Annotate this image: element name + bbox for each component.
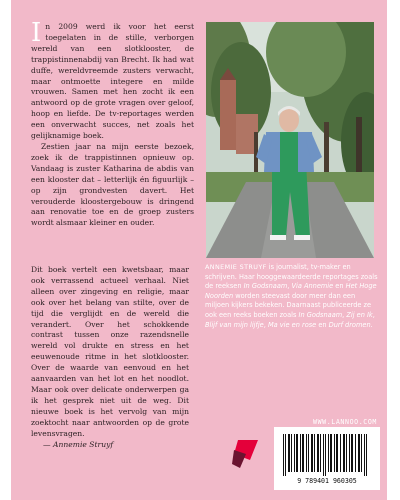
- bio-text: is journalist, tv-maker en schrijven. Haar hooggewaardeerde reportages zoals de reeksen: [205, 263, 378, 291]
- bio-title: Het Hoge Noorden: [205, 282, 377, 300]
- author-bio: [205, 263, 381, 330]
- vrt-logo-icon: [232, 440, 258, 468]
- bio-text: ,: [342, 310, 347, 319]
- bio-text: en: [316, 320, 329, 329]
- intro-text: [31, 18, 194, 229]
- bio-title: In Godsnaam: [243, 282, 288, 291]
- bio-title: Zij en Ik: [346, 310, 373, 319]
- bio-title: Durf dromen: [328, 320, 371, 329]
- bio-text: ,: [372, 310, 375, 319]
- bio-title: In Godsnaam: [298, 310, 343, 319]
- intro-paragraph-2: Zestien jaar na mijn eerste bezoek, zoek ik de trappistinnen opnieuw op. Vandaag is zuster Katharina de abdis van een klooster dat – letterlijk én figuurlijk – op zijn grondvesten davert. Het verouderde kloostergebouw is dringend aan renovatie toe en de groep zusters wordt alsmaar kleiner en ouder.: [31, 141, 194, 228]
- bio-title: Ma vie en rose: [267, 320, 317, 329]
- drop-cap: I: [31, 18, 42, 48]
- author-photo: [206, 22, 374, 258]
- publisher-url: WWW.LANNOO.COM: [313, 418, 377, 426]
- book-back-cover: [11, 0, 387, 500]
- bio-text: .: [370, 320, 373, 329]
- vrt-logo: [232, 440, 258, 472]
- bio-text: worden steevast door meer dan een miljoen kijkers bekeken. Daarnaast publiceerde ze ook een reeks boeken zoals: [205, 291, 372, 319]
- bio-text: en: [333, 282, 346, 291]
- isbn-number: 9 789401 960305: [297, 477, 357, 485]
- main-body-text: Dit boek vertelt een kwetsbaar, maar ook verrassend actueel verhaal. Niet alleen over zingeving en religie, maar ook over het belang van stilte, over de tijd die verglijdt en de wereld die verandert. Over het schokkende contrast tussen onze razendsnelle wereld vol drukte en stress en het eeuwenoude ritme in het slotklooster. Over de waarde van eenvoud en het aanvaarden van het lot en het noodlot. Maar ook over delicate onderwerpen ga ik het gesprek niet uit de weg. Dit nieuwe boek is het vervolg van mijn zoektocht naar antwoorden op de grote levensvragen.: [31, 265, 189, 438]
- bio-title: Blijf van mijn lijfje: [205, 320, 264, 329]
- bio-text: ,: [263, 320, 268, 329]
- isbn-barcode: [274, 427, 380, 490]
- bio-title: Via Annemie: [291, 282, 334, 291]
- author-name: ANNEMIE STRUYF: [205, 263, 267, 271]
- author-photo-illustration: [206, 22, 374, 258]
- author-signature: — Annemie Struyf: [43, 440, 114, 449]
- bio-text: ,: [287, 282, 292, 291]
- intro-paragraph-1: [31, 18, 194, 142]
- intro-paragraph-1-text: n 2009 werd ik voor het eerst toegelaten in de stille, verborgen wereld van een slotklooster, de trappistinnenabdij van Brecht. Ik had wat duffe, wereldvreemde zusters verwacht, maar ontmoette integere en milde vrouwen. Samen met hen zocht ik een antwoord op de grote vragen over geloof, hoop en liefde. De tv-reportages werden een onverwacht succes, net zoals het gelijknamige boek.: [31, 22, 194, 141]
- barcode-icon: [281, 434, 373, 476]
